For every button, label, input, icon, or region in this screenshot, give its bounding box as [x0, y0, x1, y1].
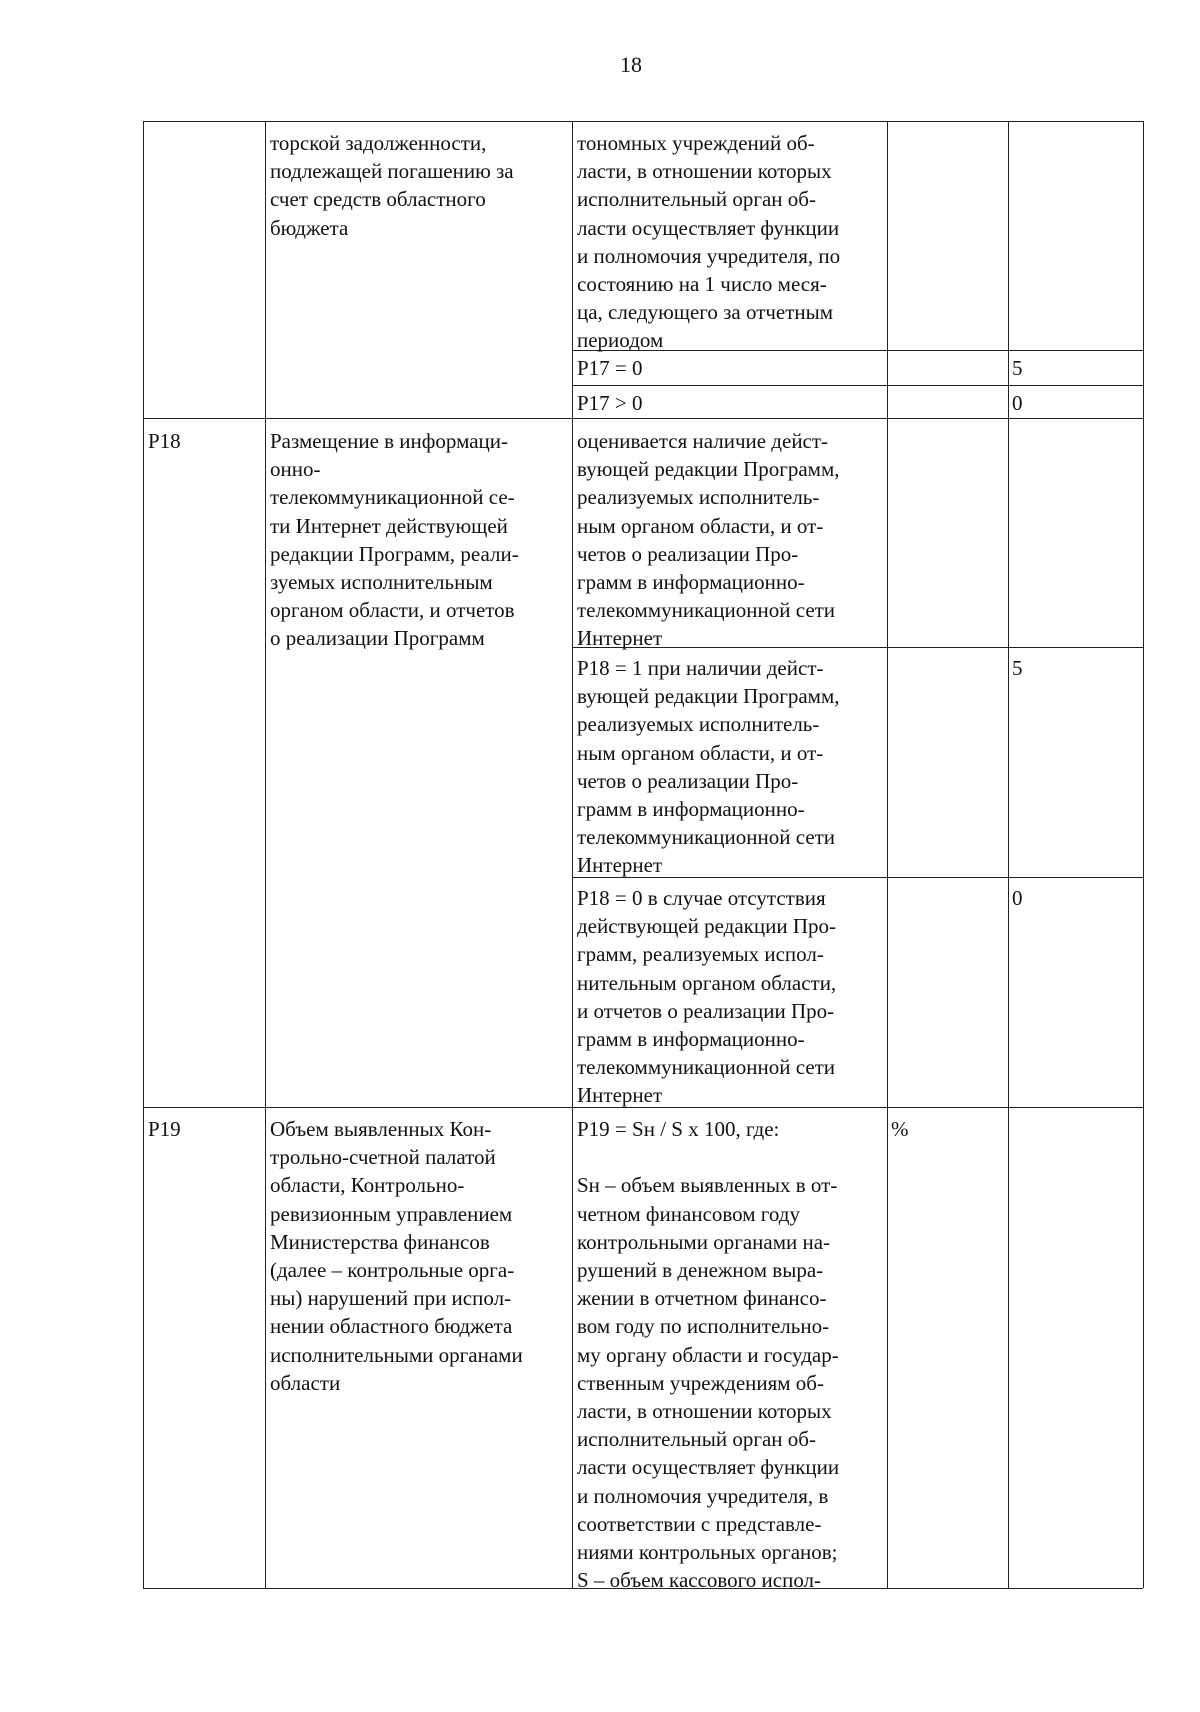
unit-of-measure: % — [891, 1117, 909, 1141]
condition-formula: Р18 = 1 при наличии дейст- вующей редакции Программ, реализуемых исполнитель- ным органом области, и от- четов о реализации Про- грамм в информационно- телекоммуникационной сети Интернет — [577, 656, 840, 878]
indicator-code: Р18 — [148, 429, 181, 453]
table-col-divider — [1008, 121, 1009, 1588]
table-col-divider — [887, 121, 888, 1588]
page-number: 18 — [620, 52, 642, 77]
table-col-divider — [572, 121, 573, 1588]
table-row-divider — [143, 418, 1143, 419]
table-col-divider — [265, 121, 266, 1588]
condition-formula: Р17 > 0 — [577, 391, 643, 415]
table-border-right — [1143, 121, 1144, 1588]
calculation-method: оценивается наличие дейст- вующей редакции Программ, реализуемых исполнитель- ным органом области, и от- четов о реализации Про- грамм в информационно- телекоммуникационной сети Интернет — [577, 429, 840, 651]
condition-formula: Р17 = 0 — [577, 356, 643, 380]
table-border-top — [143, 121, 1143, 122]
indicator-description: Объем выявленных Кон- трольно-счетной палатой области, Контрольно- ревизионным управлением Министерства финансов (далее – контрольные орга- ны) нарушений при испол- нении областного бюджета исполнительными органами области — [270, 1117, 523, 1395]
calculation-method: тономных учреждений об- ласти, в отношении которых исполнительный орган об- ласти осуществляет функции и полномочия учредителя, по состоянию на 1 число меся- ца, следующего за отчетным периодом — [577, 131, 841, 353]
condition-score: 5 — [1012, 656, 1023, 680]
table-row-divider — [572, 385, 1143, 386]
indicator-code: Р19 — [148, 1117, 181, 1141]
indicator-description: торской задолженности, подлежащей погашению за счет средств областного бюджета — [270, 131, 514, 240]
calculation-method: Р19 = Sн / S х 100, где: Sн – объем выявленных в от- четном финансовом году контрольными органами на- рушений в денежном выра- жении в отчетном финансо- вом году по исполнительно- му органу области и государ- ственным учреждениям об- ласти, в отношении которых исполнительный орган об- ласти осуществляет функции и полномочия учредителя, в соответствии с представле- ниями контрольных органов; S – объем кассового испол- — [577, 1117, 840, 1593]
condition-formula: Р18 = 0 в случае отсутствия действующей редакции Про- грамм, реализуемых испол- нительным органом области, и отчетов о реализации Про- грамм в информационно- телекоммуникационной сети Интернет — [577, 886, 837, 1108]
indicator-description: Размещение в информаци- онно- телекоммуникационной се- ти Интернет действующей редакции Программ, реали- зуемых исполнительным органом области, и отчетов о реализации Программ — [270, 429, 519, 651]
condition-score: 5 — [1012, 356, 1023, 380]
condition-score: 0 — [1012, 391, 1023, 415]
condition-score: 0 — [1012, 886, 1023, 910]
table-border-left — [143, 121, 144, 1588]
